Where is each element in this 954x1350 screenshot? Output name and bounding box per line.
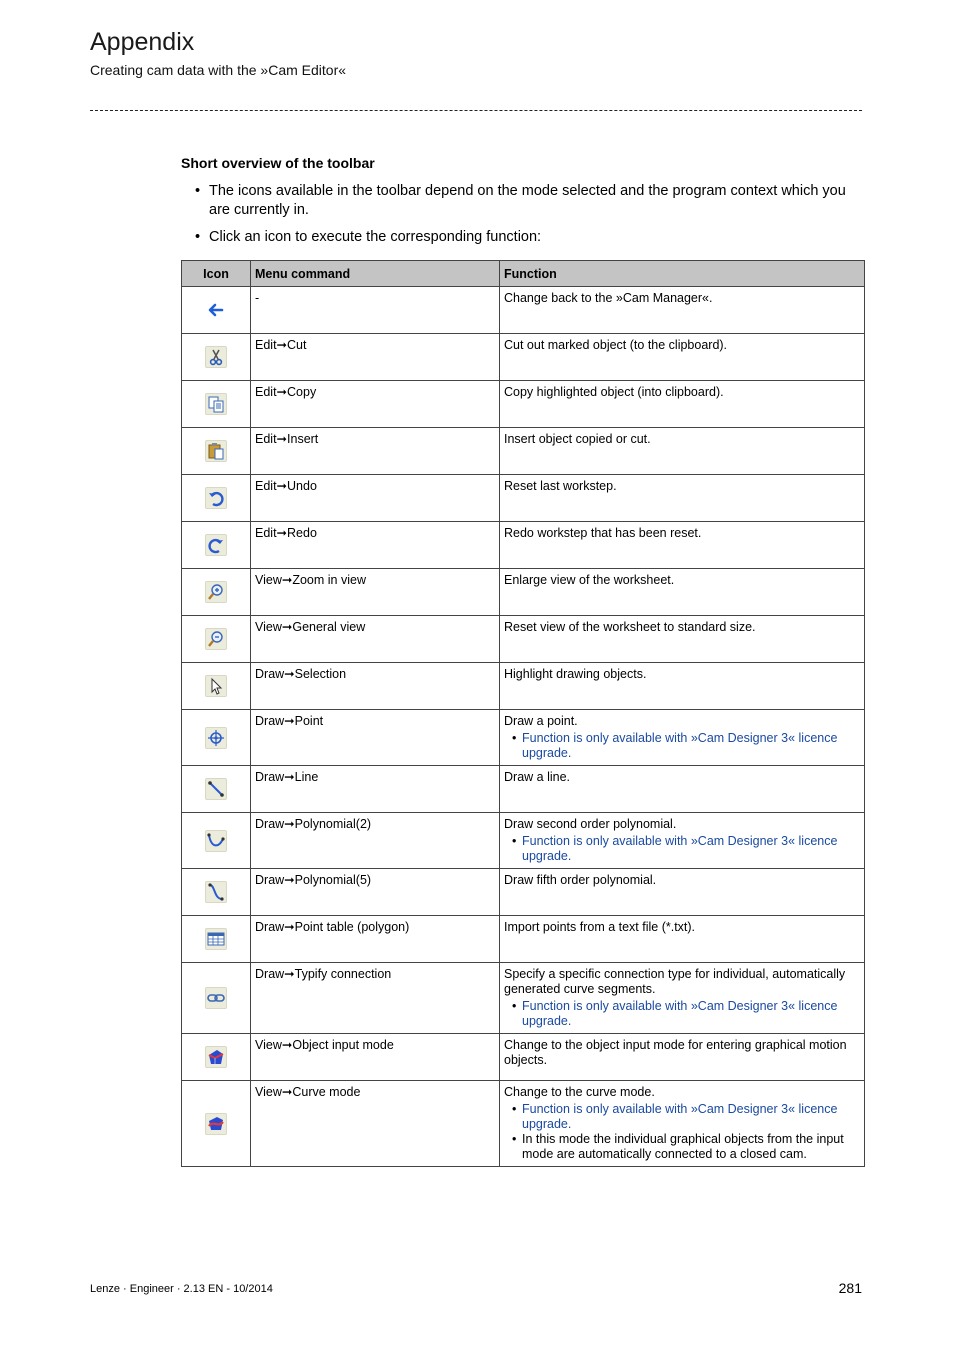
licence-note-link[interactable]: Function is only available with »Cam Designer 3« licence upgrade.: [522, 834, 838, 863]
table-header-row: [182, 261, 865, 287]
licence-note-link[interactable]: Function is only available with »Cam Designer 3« licence upgrade.: [522, 731, 838, 760]
paste-icon: [205, 440, 227, 462]
column-header-function: Function: [500, 261, 865, 287]
function-cell: [500, 616, 865, 663]
page-title: Appendix: [90, 28, 195, 56]
icon-cell: [182, 710, 251, 766]
menu-command-cell: View➞Curve mode: [251, 1081, 500, 1167]
function-cell: [500, 522, 865, 569]
intro-bullet: • The icons available in the toolbar depend on the mode selected and the program context which you are currently in.: [195, 182, 867, 220]
table-row: [182, 381, 865, 428]
table-row: [182, 522, 865, 569]
licence-note: [504, 731, 860, 761]
icon-cell: [182, 428, 251, 475]
function-cell: [500, 869, 865, 916]
function-text: Highlight drawing objects.: [504, 667, 647, 681]
licence-note: [504, 834, 860, 864]
menu-command-cell: Draw➞Point table (polygon): [251, 916, 500, 963]
icon-cell: [182, 1081, 251, 1167]
icon-cell: [182, 766, 251, 813]
menu-command-cell: Edit➞Undo: [251, 475, 500, 522]
column-header-icon: Icon: [182, 261, 251, 287]
menu-command-cell: Draw➞Typify connection: [251, 963, 500, 1034]
function-cell: [500, 428, 865, 475]
icon-cell: [182, 663, 251, 710]
function-cell: [500, 963, 865, 1034]
menu-command-cell: Draw➞Selection: [251, 663, 500, 710]
function-text: Draw second order polynomial.: [504, 817, 677, 831]
table-row: [182, 916, 865, 963]
menu-command-cell: Edit➞Copy: [251, 381, 500, 428]
table-row: [182, 663, 865, 710]
cut-icon: [205, 346, 227, 368]
icon-cell: [182, 869, 251, 916]
function-text: Copy highlighted object (into clipboard).: [504, 385, 724, 399]
line-icon: [205, 778, 227, 800]
table-row: [182, 710, 865, 766]
table-row: [182, 334, 865, 381]
table-row: [182, 616, 865, 663]
function-notes: [504, 834, 860, 864]
zoom-in-icon: [205, 581, 227, 603]
table-row: [182, 813, 865, 869]
table-row: [182, 287, 865, 334]
menu-command-cell: Edit➞Cut: [251, 334, 500, 381]
menu-command-cell: Edit➞Redo: [251, 522, 500, 569]
intro-bullet: • Click an icon to execute the corresponding function:: [195, 228, 867, 247]
function-cell: [500, 334, 865, 381]
function-text: Change to the curve mode.: [504, 1085, 655, 1099]
column-header-menu-command: Menu command: [251, 261, 500, 287]
function-text: Draw a point.: [504, 714, 578, 728]
function-cell: [500, 381, 865, 428]
function-cell: [500, 1034, 865, 1081]
menu-command-cell: Draw➞Polynomial(2): [251, 813, 500, 869]
icon-cell: [182, 334, 251, 381]
function-notes: [504, 999, 860, 1029]
function-text: Draw fifth order polynomial.: [504, 873, 657, 887]
menu-command-cell: Edit➞Insert: [251, 428, 500, 475]
function-notes: [504, 1102, 860, 1162]
function-text: Change back to the »Cam Manager«.: [504, 291, 713, 305]
menu-command-cell: Draw➞Point: [251, 710, 500, 766]
icon-cell: [182, 522, 251, 569]
function-cell: [500, 663, 865, 710]
object-input-mode-icon: [205, 1046, 227, 1068]
table-row: [182, 1081, 865, 1167]
function-cell: [500, 287, 865, 334]
icon-cell: [182, 963, 251, 1034]
footer-doc-info: Lenze · Engineer · 2.13 EN - 10/2014: [90, 1283, 273, 1295]
menu-command-cell: -: [251, 287, 500, 334]
icon-cell: [182, 616, 251, 663]
function-text: Change to the object input mode for entering graphical motion objects.: [504, 1038, 847, 1067]
menu-command-cell: View➞Zoom in view: [251, 569, 500, 616]
undo-icon: [205, 487, 227, 509]
point-table-icon: [205, 928, 227, 950]
function-text: Import points from a text file (*.txt).: [504, 920, 696, 934]
function-text: Insert object copied or cut.: [504, 432, 651, 446]
polynomial2-icon: [205, 830, 227, 852]
function-text: Reset view of the worksheet to standard size.: [504, 620, 756, 634]
menu-command-cell: View➞Object input mode: [251, 1034, 500, 1081]
function-cell: [500, 766, 865, 813]
function-cell: [500, 569, 865, 616]
copy-icon: [205, 393, 227, 415]
polynomial5-icon: [205, 881, 227, 903]
selection-cursor-icon: [205, 675, 227, 697]
function-notes: [504, 731, 860, 761]
table-row: [182, 569, 865, 616]
function-text: Draw a line.: [504, 770, 570, 784]
function-text: Enlarge view of the worksheet.: [504, 573, 675, 587]
redo-icon: [205, 534, 227, 556]
page-subtitle: Creating cam data with the »Cam Editor«: [90, 62, 347, 78]
function-text: Specify a specific connection type for individual, automatically generated curve segments.: [504, 967, 846, 996]
table-row: [182, 963, 865, 1034]
table-row: [182, 428, 865, 475]
table-row: [182, 1034, 865, 1081]
function-cell: [500, 475, 865, 522]
toolbar-table: [181, 260, 865, 1167]
function-cell: [500, 813, 865, 869]
table-row: [182, 766, 865, 813]
section-heading: Short overview of the toolbar: [181, 155, 375, 171]
licence-note-link[interactable]: Function is only available with »Cam Designer 3« licence upgrade.: [522, 999, 838, 1028]
function-cell: [500, 1081, 865, 1167]
menu-command-cell: View➞General view: [251, 616, 500, 663]
licence-note: [504, 1102, 860, 1132]
table-row: [182, 869, 865, 916]
icon-cell: [182, 381, 251, 428]
icon-cell: [182, 475, 251, 522]
licence-note-link[interactable]: Function is only available with »Cam Designer 3« licence upgrade.: [522, 1102, 838, 1131]
function-text: Cut out marked object (to the clipboard).: [504, 338, 728, 352]
icon-cell: [182, 569, 251, 616]
licence-note: [504, 999, 860, 1029]
extra-note: • In this mode the individual graphical objects from the input mode are automatically connected to a closed cam.: [504, 1132, 860, 1162]
intro-bullets: [195, 182, 867, 255]
menu-command-cell: Draw➞Line: [251, 766, 500, 813]
icon-cell: [182, 287, 251, 334]
icon-cell: [182, 916, 251, 963]
icon-cell: [182, 1034, 251, 1081]
function-cell: [500, 710, 865, 766]
header-divider: [90, 110, 862, 111]
function-text: Reset last workstep.: [504, 479, 617, 493]
icon-cell: [182, 813, 251, 869]
link-connection-icon: [205, 987, 227, 1009]
function-cell: [500, 916, 865, 963]
zoom-out-icon: [205, 628, 227, 650]
back-arrow-icon: [206, 300, 226, 320]
table-row: [182, 475, 865, 522]
function-text: Redo workstep that has been reset.: [504, 526, 702, 540]
point-crosshair-icon: [205, 727, 227, 749]
curve-mode-icon: [205, 1113, 227, 1135]
page-number: 281: [838, 1280, 862, 1296]
menu-command-cell: Draw➞Polynomial(5): [251, 869, 500, 916]
